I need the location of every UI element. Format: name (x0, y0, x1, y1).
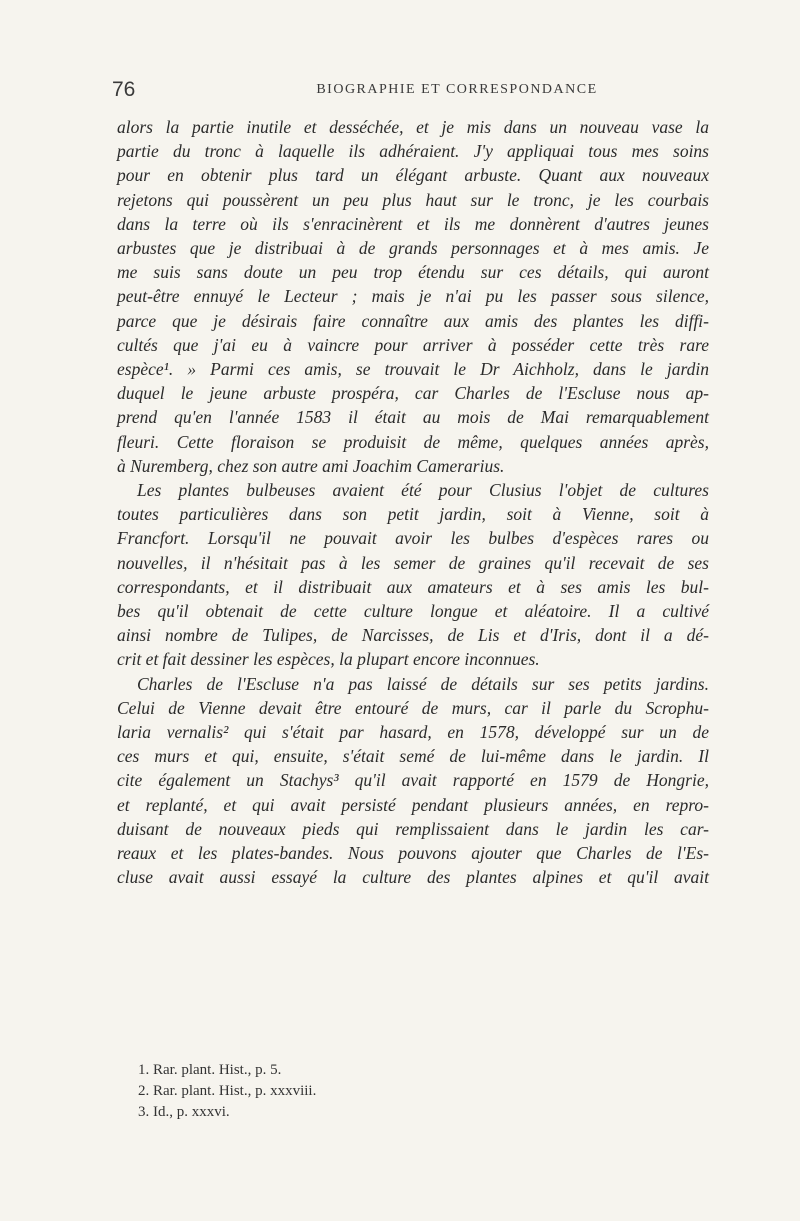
running-head: BIOGRAPHIE ET CORRESPONDANCE (316, 82, 598, 97)
page-header (112, 78, 712, 108)
footnote: 3. Id., p. xxxvi. (138, 1104, 230, 1120)
text-line: et replanté, et qui avait persisté pendant plusieurs années, en repro- (117, 794, 709, 815)
text-line: Charles de l'Escluse n'a pas laissé de détails sur ses petits jardins. (137, 673, 709, 694)
text-line: me suis sans doute un peu trop étendu sur ces détails, qui auront (117, 262, 709, 283)
text-line: correspondants, et il distribuait aux amateurs et à ses amis les bul- (117, 576, 709, 597)
text-line: à Nuremberg, chez son autre ami Joachim Camerarius. (117, 455, 505, 476)
text-line: Celui de Vienne devait être entouré de murs, car il parle du Scrophu- (117, 697, 709, 718)
body-text (117, 115, 709, 890)
text-line: ces murs et qui, ensuite, s'était semé de lui-même dans le jardin. Il (117, 746, 709, 767)
text-line: parce que je désirais faire connaître aux amis des plantes les diffi- (117, 310, 709, 331)
text-line: reaux et les plates-bandes. Nous pouvons ajouter que Charles de l'Es- (117, 843, 709, 864)
footnote: 1. Rar. plant. Hist., p. 5. (138, 1062, 282, 1078)
footnotes (138, 1060, 698, 1123)
text-line: crit et fait dessiner les espèces, la plupart encore inconnues. (117, 649, 540, 670)
text-line: pour en obtenir plus tard un élégant arbuste. Quant aux nouveaux (117, 165, 709, 186)
text-line: peut-être ennuyé le Lecteur ; mais je n'ai pu les passer sous silence, (117, 286, 709, 307)
footnote: 2. Rar. plant. Hist., p. xxxviii. (138, 1083, 317, 1099)
text-line: fleuri. Cette floraison se produisit de même, quelques années après, (117, 431, 709, 452)
text-line: nouvelles, il n'hésitait pas à les semer de graines qu'il recevait de ses (117, 552, 709, 573)
page-number: 76 (112, 78, 136, 101)
text-line: rejetons qui poussèrent un peu plus haut sur le tronc, je les courbais (117, 189, 709, 210)
text-line: partie du tronc à laquelle ils adhéraient. J'y appliquai tous mes soins (117, 141, 709, 162)
text-line: arbustes que je distribuai à de grands personnages et à mes amis. Je (117, 238, 709, 259)
text-line: duquel le jeune arbuste prospéra, car Charles de l'Escluse nous ap- (117, 383, 709, 404)
text-line: espèce¹. » Parmi ces amis, se trouvait le Dr Aichholz, dans le jardin (117, 359, 709, 380)
text-line: cite également un Stachys³ qu'il avait rapporté en 1579 de Hongrie, (117, 770, 709, 791)
text-line: bes qu'il obtenait de cette culture longue et aléatoire. Il a cultivé (117, 601, 709, 622)
text-line: laria vernalis² qui s'était par hasard, en 1578, développé sur un de (117, 722, 709, 743)
text-line: Les plantes bulbeuses avaient été pour Clusius l'objet de cultures (137, 480, 709, 501)
text-line: duisant de nouveaux pieds qui remplissaient dans le jardin les car- (117, 818, 709, 839)
text-line: dans la terre où ils s'enracinèrent et ils me donnèrent d'autres jeunes (117, 213, 709, 234)
text-line: cultés que j'ai eu à vaincre pour arriver à posséder cette très rare (117, 334, 709, 355)
text-line: prend qu'en l'année 1583 il était au mois de Mai remarquablement (117, 407, 709, 428)
text-line: alors la partie inutile et desséchée, et je mis dans un nouveau vase la (117, 117, 709, 137)
text-line: Francfort. Lorsqu'il ne pouvait avoir les bulbes d'espèces rares ou (117, 528, 709, 549)
text-line: toutes particulières dans son petit jardin, soit à Vienne, soit à (117, 504, 709, 525)
text-line: cluse avait aussi essayé la culture des plantes alpines et qu'il avait (117, 867, 709, 888)
text-line: ainsi nombre de Tulipes, de Narcisses, de Lis et d'Iris, dont il a dé- (117, 625, 709, 646)
